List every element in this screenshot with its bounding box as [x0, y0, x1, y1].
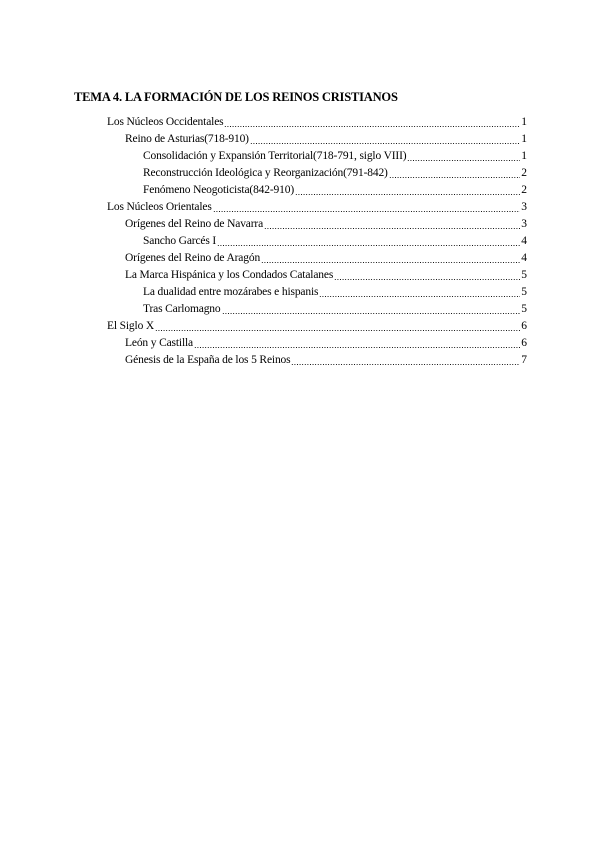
toc-entry[interactable] [143, 182, 527, 199]
toc-entry-page: 2 [521, 167, 527, 179]
page-title: TEMA 4. LA FORMACIÓN DE LOS REINOS CRISTIANOS [74, 90, 398, 104]
toc-entry-page: 1 [521, 133, 527, 145]
toc-entry-label: La Marca Hispánica y los Condados Catalanes [125, 269, 334, 281]
toc-entry[interactable] [107, 199, 527, 216]
toc-entry-label: Los Núcleos Orientales [107, 201, 212, 213]
toc-entry-page: 4 [521, 252, 527, 264]
toc-entry-label: Génesis de la España de los 5 Reinos [125, 354, 291, 366]
toc-entry-page: 6 [521, 320, 527, 332]
dot-leader [291, 364, 520, 365]
toc-entry-page: 5 [521, 269, 527, 281]
toc-entry[interactable] [143, 148, 527, 165]
toc-entry-label: Tras Carlomagno [143, 303, 221, 315]
toc-entry-label: Reino de Asturias(718-910) [125, 133, 249, 145]
toc-entry-page: 1 [521, 116, 527, 128]
dot-leader [334, 279, 520, 280]
toc-entry-page: 3 [521, 201, 527, 213]
toc-entry[interactable] [125, 250, 527, 267]
toc-entry-page: 4 [521, 235, 527, 247]
dot-leader [295, 194, 520, 195]
toc-entry-label: La dualidad entre mozárabes e hispanis [143, 286, 319, 298]
toc-entry-page: 1 [521, 150, 527, 162]
dot-leader [194, 347, 520, 348]
dot-leader [261, 262, 520, 263]
dot-leader [319, 296, 520, 297]
dot-leader [224, 126, 520, 127]
dot-leader [222, 313, 521, 314]
toc-entry[interactable] [143, 233, 527, 250]
dot-leader [264, 228, 520, 229]
toc-entry-label: Orígenes del Reino de Navarra [125, 218, 264, 230]
toc-entry-page: 2 [521, 184, 527, 196]
dot-leader [217, 245, 520, 246]
toc-entry[interactable] [125, 267, 527, 284]
dot-leader [213, 211, 521, 212]
toc-entry-page: 5 [521, 303, 527, 315]
toc-entry-label: El Siglo X [107, 320, 155, 332]
toc-entry[interactable] [125, 352, 527, 369]
toc-entry-page: 5 [521, 286, 527, 298]
toc-entry[interactable] [143, 301, 527, 318]
toc-entry-page: 3 [521, 218, 527, 230]
toc-entry[interactable] [125, 131, 527, 148]
toc-entry-label: Sancho Garcés I [143, 235, 217, 247]
toc-entry-label: León y Castilla [125, 337, 194, 349]
dot-leader [155, 330, 520, 331]
toc-entry-label: Consolidación y Expansión Territorial(718-791, siglo VIII) [143, 150, 407, 162]
toc-entry[interactable] [143, 165, 527, 182]
dot-leader [389, 177, 521, 178]
toc-entry-label: Fenómeno Neogoticista(842-910) [143, 184, 295, 196]
toc-entry-label: Reconstrucción Ideológica y Reorganización(791-842) [143, 167, 388, 179]
toc-entry[interactable] [125, 335, 527, 352]
toc-entry-label: Los Núcleos Occidentales [107, 116, 224, 128]
toc-entry[interactable] [107, 318, 527, 335]
toc-entry[interactable] [107, 114, 527, 131]
toc-entry-page: 7 [521, 354, 527, 366]
dot-leader [250, 143, 520, 144]
toc-entry-label: Orígenes del Reino de Aragón [125, 252, 261, 264]
toc-entry[interactable] [143, 284, 527, 301]
toc-entry-page: 6 [521, 337, 527, 349]
toc-entry[interactable] [125, 216, 527, 233]
dot-leader [407, 160, 520, 161]
